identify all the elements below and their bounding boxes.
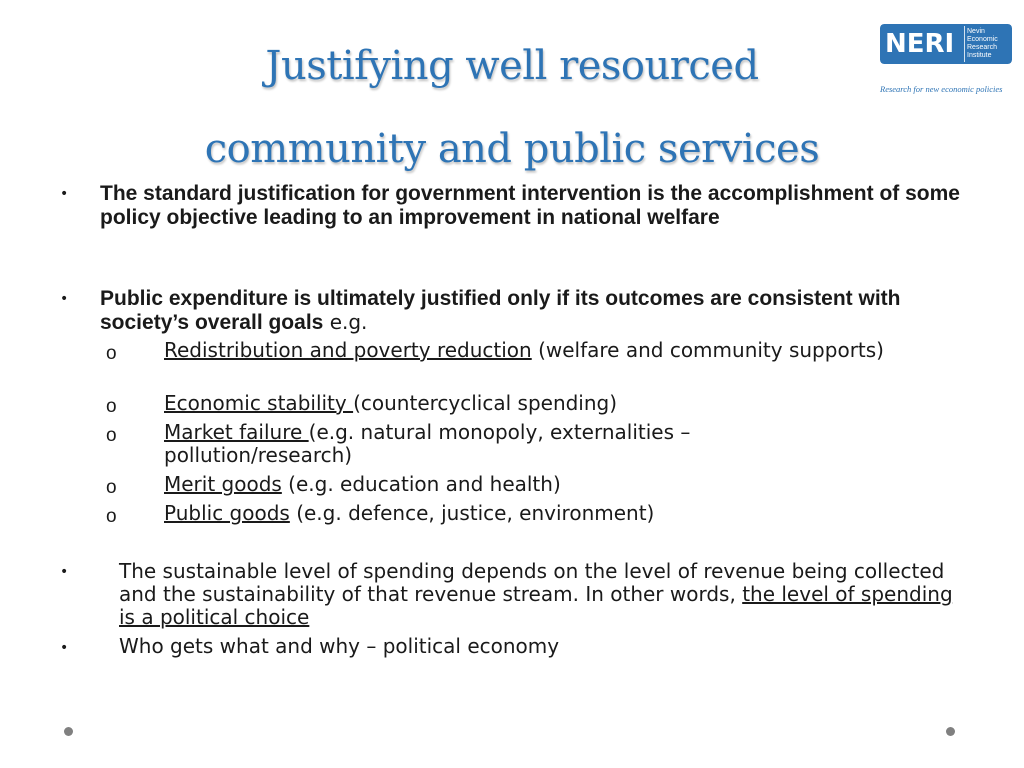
sub-term: Redistribution and poverty reduction [164, 338, 532, 362]
sub-term: Market failure [164, 420, 309, 444]
bullet-3-text [119, 560, 959, 629]
sub-rest: (e.g. natural monopoly, externalities – pollution/research) [164, 420, 691, 467]
bullet-2-text [100, 287, 980, 335]
logo-inst-word: Economic [967, 36, 998, 43]
bullet-2-rest: e.g. [323, 310, 368, 334]
bullet-2-bold: Public expenditure is ultimately justified only if its outcomes are consistent with society’s overall goals [100, 287, 901, 334]
sub-marker: o [106, 425, 117, 446]
sub-marker: o [106, 477, 117, 498]
bullet-3-underlined: the level of spending is a political choice [119, 582, 953, 629]
bullet-marker: • [60, 564, 69, 580]
sub-term: Public goods [164, 501, 290, 525]
sub-item-merit-goods [164, 473, 944, 496]
bullet-marker: • [60, 291, 69, 307]
bullet-1-text: The standard justification for government intervention is the accomplishment of some policy objective leading to an improvement in national welfare [100, 182, 960, 229]
sub-rest: (e.g. education and health) [281, 472, 561, 496]
sub-item-economic-stability [164, 392, 944, 415]
bullet-marker: • [60, 186, 69, 202]
sub-rest: (e.g. defence, justice, environment) [289, 501, 655, 525]
sub-term: Economic stability [164, 391, 354, 415]
logo-wordmark: NERI [885, 29, 955, 59]
logo-inst-word: Institute [967, 52, 992, 59]
sub-rest: (countercyclical spending) [353, 391, 618, 415]
decorative-dot-right [946, 727, 955, 736]
bullet-marker: • [60, 640, 69, 656]
sub-term: Merit goods [164, 472, 282, 496]
slide-title-line2: community and public services [204, 126, 820, 172]
logo-inst-word: Research [967, 44, 997, 51]
decorative-dot-left [64, 727, 73, 736]
logo-institute-name [967, 28, 998, 60]
sub-item-market-failure [164, 421, 814, 467]
sub-marker: o [106, 343, 117, 364]
logo-inst-word: Nevin [967, 28, 985, 35]
bullet-3-plain: The sustainable level of spending depends on the level of revenue being collected and the sustainability of that revenue stream. In other words, [119, 559, 945, 606]
bullet-4-text: Who gets what and why – political economy [119, 634, 560, 658]
logo-tagline: Research for new economic policies [880, 84, 1003, 94]
slide-title-line1: Justifying well resourced [265, 43, 759, 89]
neri-logo [880, 24, 1016, 96]
sub-rest: (welfare and community supports) [531, 338, 884, 362]
sub-marker: o [106, 396, 117, 417]
sub-marker: o [106, 506, 117, 527]
sub-item-redistribution [164, 339, 944, 362]
sub-item-public-goods [164, 502, 944, 525]
